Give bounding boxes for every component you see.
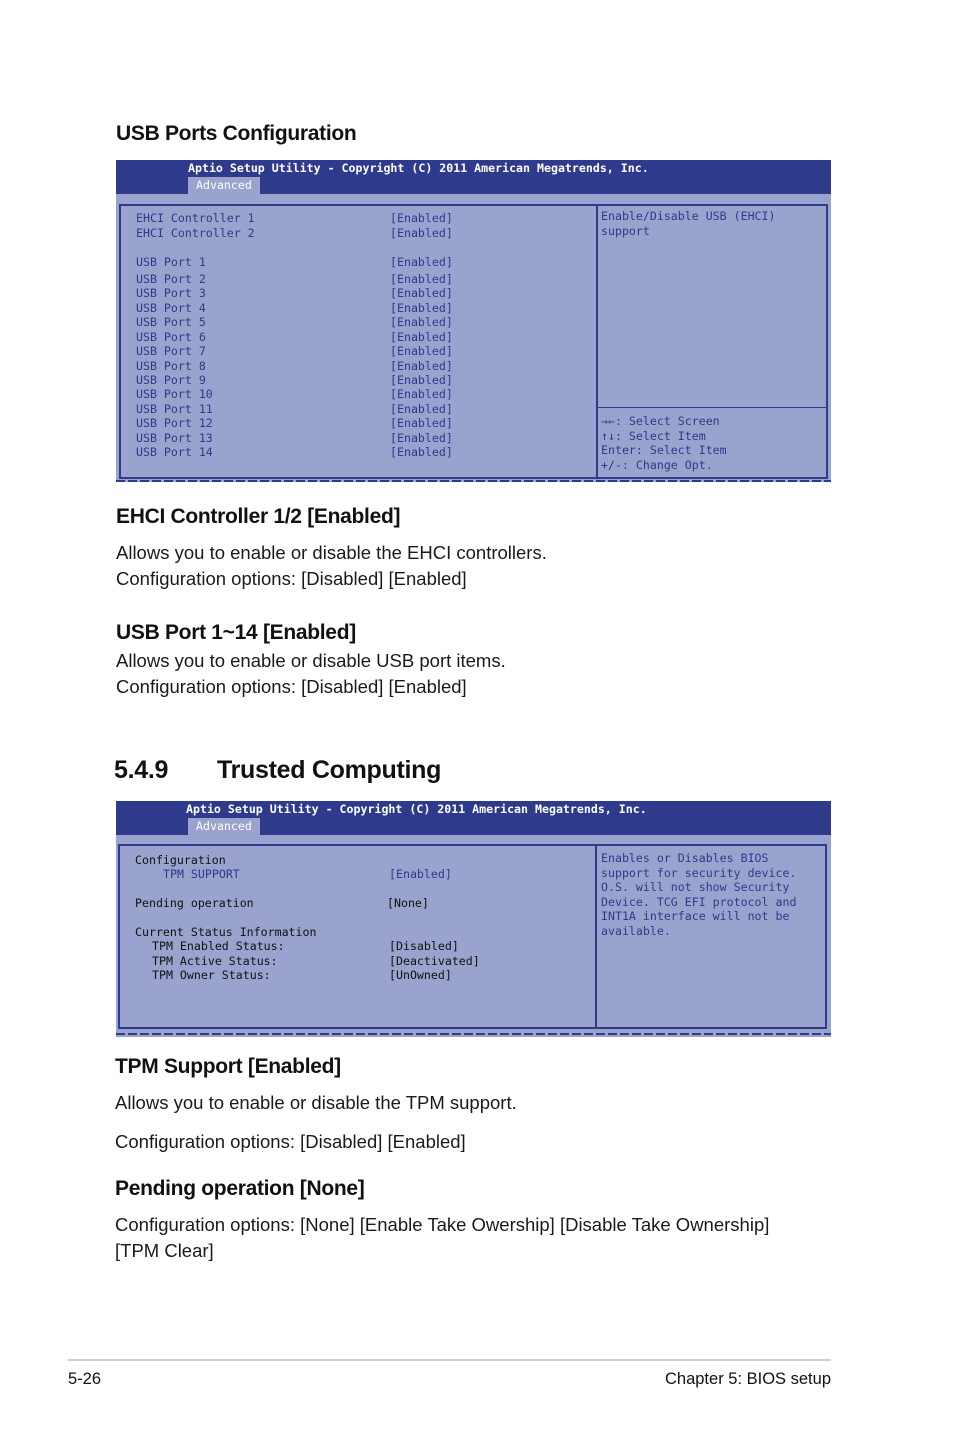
usb-bios-screen — [116, 160, 831, 482]
usb-setting-label[interactable]: USB Port 14 — [136, 445, 213, 459]
usb-setting-value[interactable]: [Enabled] — [390, 315, 453, 329]
usb-setting-label[interactable]: USB Port 2 — [136, 272, 206, 286]
ehci-heading: EHCI Controller 1/2 [Enabled] — [116, 505, 401, 528]
usb-setting-label[interactable]: USB Port 13 — [136, 431, 213, 445]
tpm-support-description: Allows you to enable or disable the TPM support. — [115, 1092, 517, 1113]
usb-port-heading: USB Port 1~14 [Enabled] — [116, 621, 356, 644]
help-line: Enables or Disables BIOS — [601, 851, 769, 865]
tpm-enabled-status-label: TPM Enabled Status: — [152, 939, 285, 953]
pending-operation-heading: Pending operation [None] — [115, 1177, 365, 1200]
usb-setting-value[interactable]: [Enabled] — [390, 211, 453, 225]
usb-setting-value[interactable]: [Enabled] — [390, 359, 453, 373]
tpm-support-options: Configuration options: [Disabled] [Enabled] — [115, 1131, 466, 1152]
help-line: INT1A interface will not be — [601, 909, 790, 923]
section-number: 5.4.9 — [114, 756, 169, 784]
bios-bottom-border — [116, 480, 831, 482]
bios-title: Aptio Setup Utility - Copyright (C) 2011 American Megatrends, Inc. — [186, 802, 647, 816]
usb-setting-value[interactable]: [Enabled] — [390, 445, 453, 459]
tab-advanced[interactable]: Advanced — [188, 177, 260, 194]
bios-bottom-border — [116, 1033, 831, 1035]
page-number: 5-26 — [68, 1370, 102, 1388]
tpm-support-heading: TPM Support [Enabled] — [115, 1055, 341, 1078]
usb-setting-value[interactable]: [Enabled] — [390, 255, 453, 269]
usb-setting-label[interactable]: USB Port 5 — [136, 315, 206, 329]
key-legend — [601, 414, 727, 472]
pending-operation-value[interactable]: [None] — [387, 896, 429, 910]
tpm-enabled-status-value: [Disabled] — [389, 939, 459, 953]
usb-port-description: Allows you to enable or disable USB port items. — [116, 650, 506, 671]
usb-setting-value[interactable]: [Enabled] — [390, 301, 453, 315]
help-line: Enable/Disable USB (EHCI) — [601, 209, 776, 223]
tpm-active-status-value: [Deactivated] — [389, 954, 480, 968]
tpm-active-status-label: TPM Active Status: — [152, 954, 278, 968]
key-select-item: ↑↓: Select Item — [601, 428, 706, 443]
ehci-options: Configuration options: [Disabled] [Enabled] — [116, 568, 467, 589]
ehci-description: Allows you to enable or disable the EHCI controllers. — [116, 542, 547, 563]
tab-advanced[interactable]: Advanced — [188, 818, 260, 835]
tpm-help-text — [601, 851, 796, 938]
usb-setting-value[interactable]: [Enabled] — [390, 431, 453, 445]
usb-setting-value[interactable]: [Enabled] — [390, 416, 453, 430]
usb-port-options: Configuration options: [Disabled] [Enabled] — [116, 676, 467, 697]
usb-setting-label[interactable]: USB Port 11 — [136, 402, 213, 416]
help-line: support — [601, 223, 650, 238]
usb-setting-label[interactable]: USB Port 10 — [136, 387, 213, 401]
tpm-support-item[interactable]: TPM SUPPORT — [163, 867, 240, 881]
usb-setting-label[interactable]: USB Port 9 — [136, 373, 206, 387]
footer-rule — [68, 1359, 831, 1361]
pending-operation-options-cont: [TPM Clear] — [115, 1240, 214, 1261]
usb-setting-label[interactable]: USB Port 12 — [136, 416, 213, 430]
key-change-opt: +/-: Change Opt. — [601, 457, 713, 472]
tpm-bios-screen — [116, 801, 831, 1037]
usb-setting-value[interactable]: [Enabled] — [390, 344, 453, 358]
chapter-label: Chapter 5: BIOS setup — [664, 1370, 831, 1388]
key-select-screen: →←: Select Screen — [601, 414, 720, 428]
usb-help-text — [601, 209, 776, 238]
tpm-owner-status-value: [UnOwned] — [389, 968, 452, 982]
help-line: O.S. will not show Security — [601, 880, 790, 894]
key-enter: Enter: Select Item — [601, 443, 727, 457]
section-heading-trusted-computing — [114, 756, 441, 785]
usb-setting-value[interactable]: [Enabled] — [390, 373, 453, 387]
tpm-support-value[interactable]: [Enabled] — [389, 867, 452, 881]
usb-setting-label[interactable]: USB Port 6 — [136, 330, 206, 344]
usb-setting-value[interactable]: [Enabled] — [390, 387, 453, 401]
help-line: available. — [601, 923, 671, 938]
help-line: Device. TCG EFI protocol and — [601, 894, 797, 909]
bios-header — [116, 160, 831, 194]
usb-setting-value[interactable]: [Enabled] — [390, 286, 453, 300]
status-heading: Current Status Information — [135, 925, 317, 939]
usb-setting-value[interactable]: [Enabled] — [390, 330, 453, 344]
usb-setting-label[interactable]: USB Port 7 — [136, 344, 206, 358]
bios-header — [116, 801, 831, 835]
help-divider — [598, 407, 826, 408]
usb-setting-label[interactable]: USB Port 4 — [136, 301, 206, 315]
bios-title: Aptio Setup Utility - Copyright (C) 2011 American Megatrends, Inc. — [188, 161, 649, 175]
usb-ports-heading: USB Ports Configuration — [116, 122, 357, 145]
pending-operation-options: Configuration options: [None] [Enable Take Owership] [Disable Take Ownership] — [115, 1214, 770, 1235]
configuration-label: Configuration — [135, 853, 226, 867]
usb-setting-label[interactable]: USB Port 8 — [136, 359, 206, 373]
pending-operation-item[interactable]: Pending operation — [135, 896, 254, 910]
usb-setting-label[interactable]: USB Port 1 — [136, 255, 206, 269]
usb-setting-value[interactable]: [Enabled] — [390, 402, 453, 416]
help-line: support for security device. — [601, 865, 797, 880]
section-title: Trusted Computing — [217, 756, 442, 784]
tpm-owner-status-label: TPM Owner Status: — [152, 968, 271, 982]
usb-setting-label[interactable]: EHCI Controller 1 — [136, 211, 255, 225]
usb-setting-value[interactable]: [Enabled] — [390, 272, 453, 286]
usb-setting-label[interactable]: EHCI Controller 2 — [136, 226, 255, 240]
usb-setting-value[interactable]: [Enabled] — [390, 226, 453, 240]
usb-setting-label[interactable]: USB Port 3 — [136, 286, 206, 300]
